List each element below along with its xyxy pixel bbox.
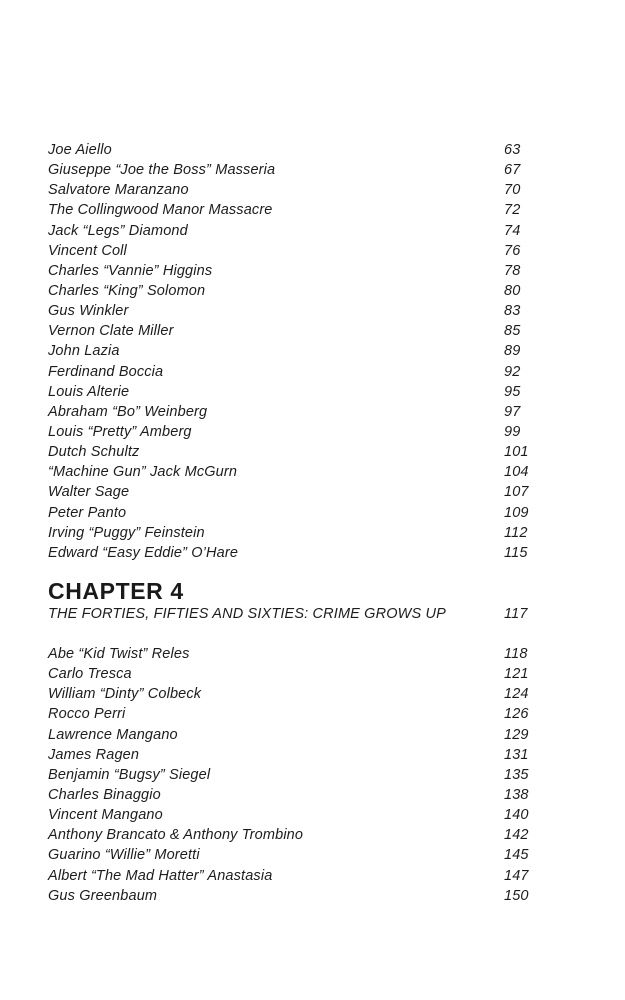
chapter-heading: CHAPTER 4 — [48, 578, 184, 604]
entry-name: James Ragen — [48, 746, 140, 763]
entry-page: 140 — [504, 807, 529, 824]
entry-page: 89 — [504, 343, 521, 360]
entry-name: Charles Binaggio — [48, 786, 161, 803]
toc-entry — [48, 664, 534, 684]
entry-name: “Machine Gun” Jack McGurn — [48, 464, 238, 481]
entry-name: Abe “Kid Twist” Reles — [48, 646, 190, 662]
entry-page: 63 — [504, 142, 521, 158]
toc-entry — [48, 462, 534, 482]
toc-entry — [48, 362, 534, 382]
entry-page: 126 — [504, 706, 529, 723]
toc-entry — [48, 825, 534, 845]
entry-page: 83 — [504, 303, 521, 320]
toc-entry — [48, 503, 534, 523]
entry-name: Salvatore Maranzano — [48, 182, 189, 199]
entry-page: 95 — [504, 383, 521, 400]
entry-page: 72 — [504, 202, 521, 219]
entry-name: Lawrence Mangano — [48, 726, 178, 743]
toc-entry — [48, 402, 534, 422]
toc-entry — [48, 745, 534, 765]
entry-page: 147 — [504, 867, 529, 884]
toc-entries-after — [48, 644, 534, 906]
entry-name: Louis Alterie — [48, 383, 130, 400]
entry-page: 80 — [504, 282, 521, 299]
entry-name: Irving “Puggy” Feinstein — [48, 524, 205, 541]
toc-entry — [48, 281, 534, 301]
entry-page: 107 — [504, 484, 529, 501]
toc-entry — [48, 523, 534, 543]
toc-entry — [48, 221, 534, 241]
entry-page: 121 — [504, 666, 529, 683]
toc-entry — [48, 382, 534, 402]
toc-entry — [48, 442, 534, 462]
entry-name: Giuseppe “Joe the Boss” Masseria — [48, 162, 276, 179]
toc-entry — [48, 180, 534, 200]
toc-entry — [48, 261, 534, 281]
entry-page: 74 — [504, 222, 521, 239]
entry-page: 129 — [504, 726, 529, 743]
entry-page: 138 — [504, 786, 529, 803]
chapter-subtitle: THE FORTIES, FIFTIES AND SIXTIES: CRIME GROWS UP — [48, 606, 446, 622]
entry-name: Vernon Clate Miller — [48, 323, 174, 340]
toc-entry — [48, 482, 534, 502]
toc-entry — [48, 725, 534, 745]
entry-name: Gus Greenbaum — [48, 887, 158, 904]
entry-name: Benjamin “Bugsy” Siegel — [48, 766, 211, 783]
entry-page: 92 — [504, 363, 521, 380]
toc-entry — [48, 644, 534, 664]
toc-entry — [48, 886, 534, 906]
toc-entry — [48, 543, 534, 563]
entry-name: William “Dinty” Colbeck — [48, 686, 202, 703]
entry-page: 150 — [504, 887, 529, 904]
toc-entry — [48, 684, 534, 704]
entry-name: The Collingwood Manor Massacre — [48, 202, 273, 219]
toc-entry — [48, 704, 534, 724]
entry-name: Walter Sage — [48, 484, 130, 501]
entry-page: 99 — [504, 423, 521, 440]
entry-page: 78 — [504, 262, 521, 279]
entry-page: 112 — [504, 524, 528, 541]
toc-entry — [48, 140, 534, 160]
toc-entry — [48, 805, 534, 825]
entry-name: Charles “Vannie” Higgins — [48, 262, 213, 279]
toc-entry — [48, 785, 534, 805]
entry-name: Abraham “Bo” Weinberg — [48, 403, 208, 420]
entry-name: Ferdinand Boccia — [48, 363, 164, 380]
entry-page: 145 — [504, 847, 529, 864]
entry-page: 101 — [504, 444, 529, 461]
toc-entry — [48, 422, 534, 442]
toc-entry — [48, 765, 534, 785]
entry-page: 76 — [504, 242, 521, 259]
toc-entry — [48, 341, 534, 361]
entry-name: Joe Aiello — [48, 142, 112, 158]
entry-page: 85 — [504, 323, 521, 340]
entry-page: 115 — [504, 544, 528, 561]
entry-page: 109 — [504, 504, 529, 521]
toc-entry — [48, 866, 534, 886]
entry-name: Vincent Mangano — [48, 807, 163, 824]
entry-page: 131 — [504, 746, 529, 763]
entry-page: 97 — [504, 403, 521, 420]
entry-page: 124 — [504, 686, 529, 703]
entry-name: John Lazia — [48, 343, 120, 360]
entry-name: Louis “Pretty” Amberg — [48, 423, 192, 440]
entry-name: Carlo Tresca — [48, 666, 132, 683]
toc-entries-before — [48, 140, 534, 563]
toc-entry — [48, 301, 534, 321]
entry-name: Anthony Brancato & Anthony Trombino — [48, 827, 304, 844]
entry-page: 104 — [504, 464, 529, 481]
toc-entry — [48, 321, 534, 341]
entry-name: Albert “The Mad Hatter” Anastasia — [48, 867, 273, 884]
chapter-subtitle-row — [48, 604, 534, 624]
entry-name: Vincent Coll — [48, 242, 127, 259]
entry-page: 67 — [504, 162, 521, 179]
toc-entry — [48, 200, 534, 220]
entry-name: Edward “Easy Eddie” O’Hare — [48, 544, 239, 561]
toc-entry — [48, 241, 534, 261]
entry-name: Jack “Legs” Diamond — [48, 222, 188, 239]
entry-page: 118 — [504, 646, 528, 662]
entry-name: Guarino “Willie” Moretti — [48, 847, 200, 864]
entry-name: Charles “King” Solomon — [48, 282, 206, 299]
toc-entry — [48, 845, 534, 865]
entry-page: 142 — [504, 827, 529, 844]
toc-entry — [48, 160, 534, 180]
entry-page: 70 — [504, 182, 521, 199]
entry-name: Dutch Schultz — [48, 444, 140, 461]
entry-name: Gus Winkler — [48, 303, 129, 320]
entry-page: 135 — [504, 766, 529, 783]
entry-name: Peter Panto — [48, 504, 127, 521]
entry-name: Rocco Perri — [48, 706, 126, 723]
chapter-page: 117 — [504, 606, 528, 622]
